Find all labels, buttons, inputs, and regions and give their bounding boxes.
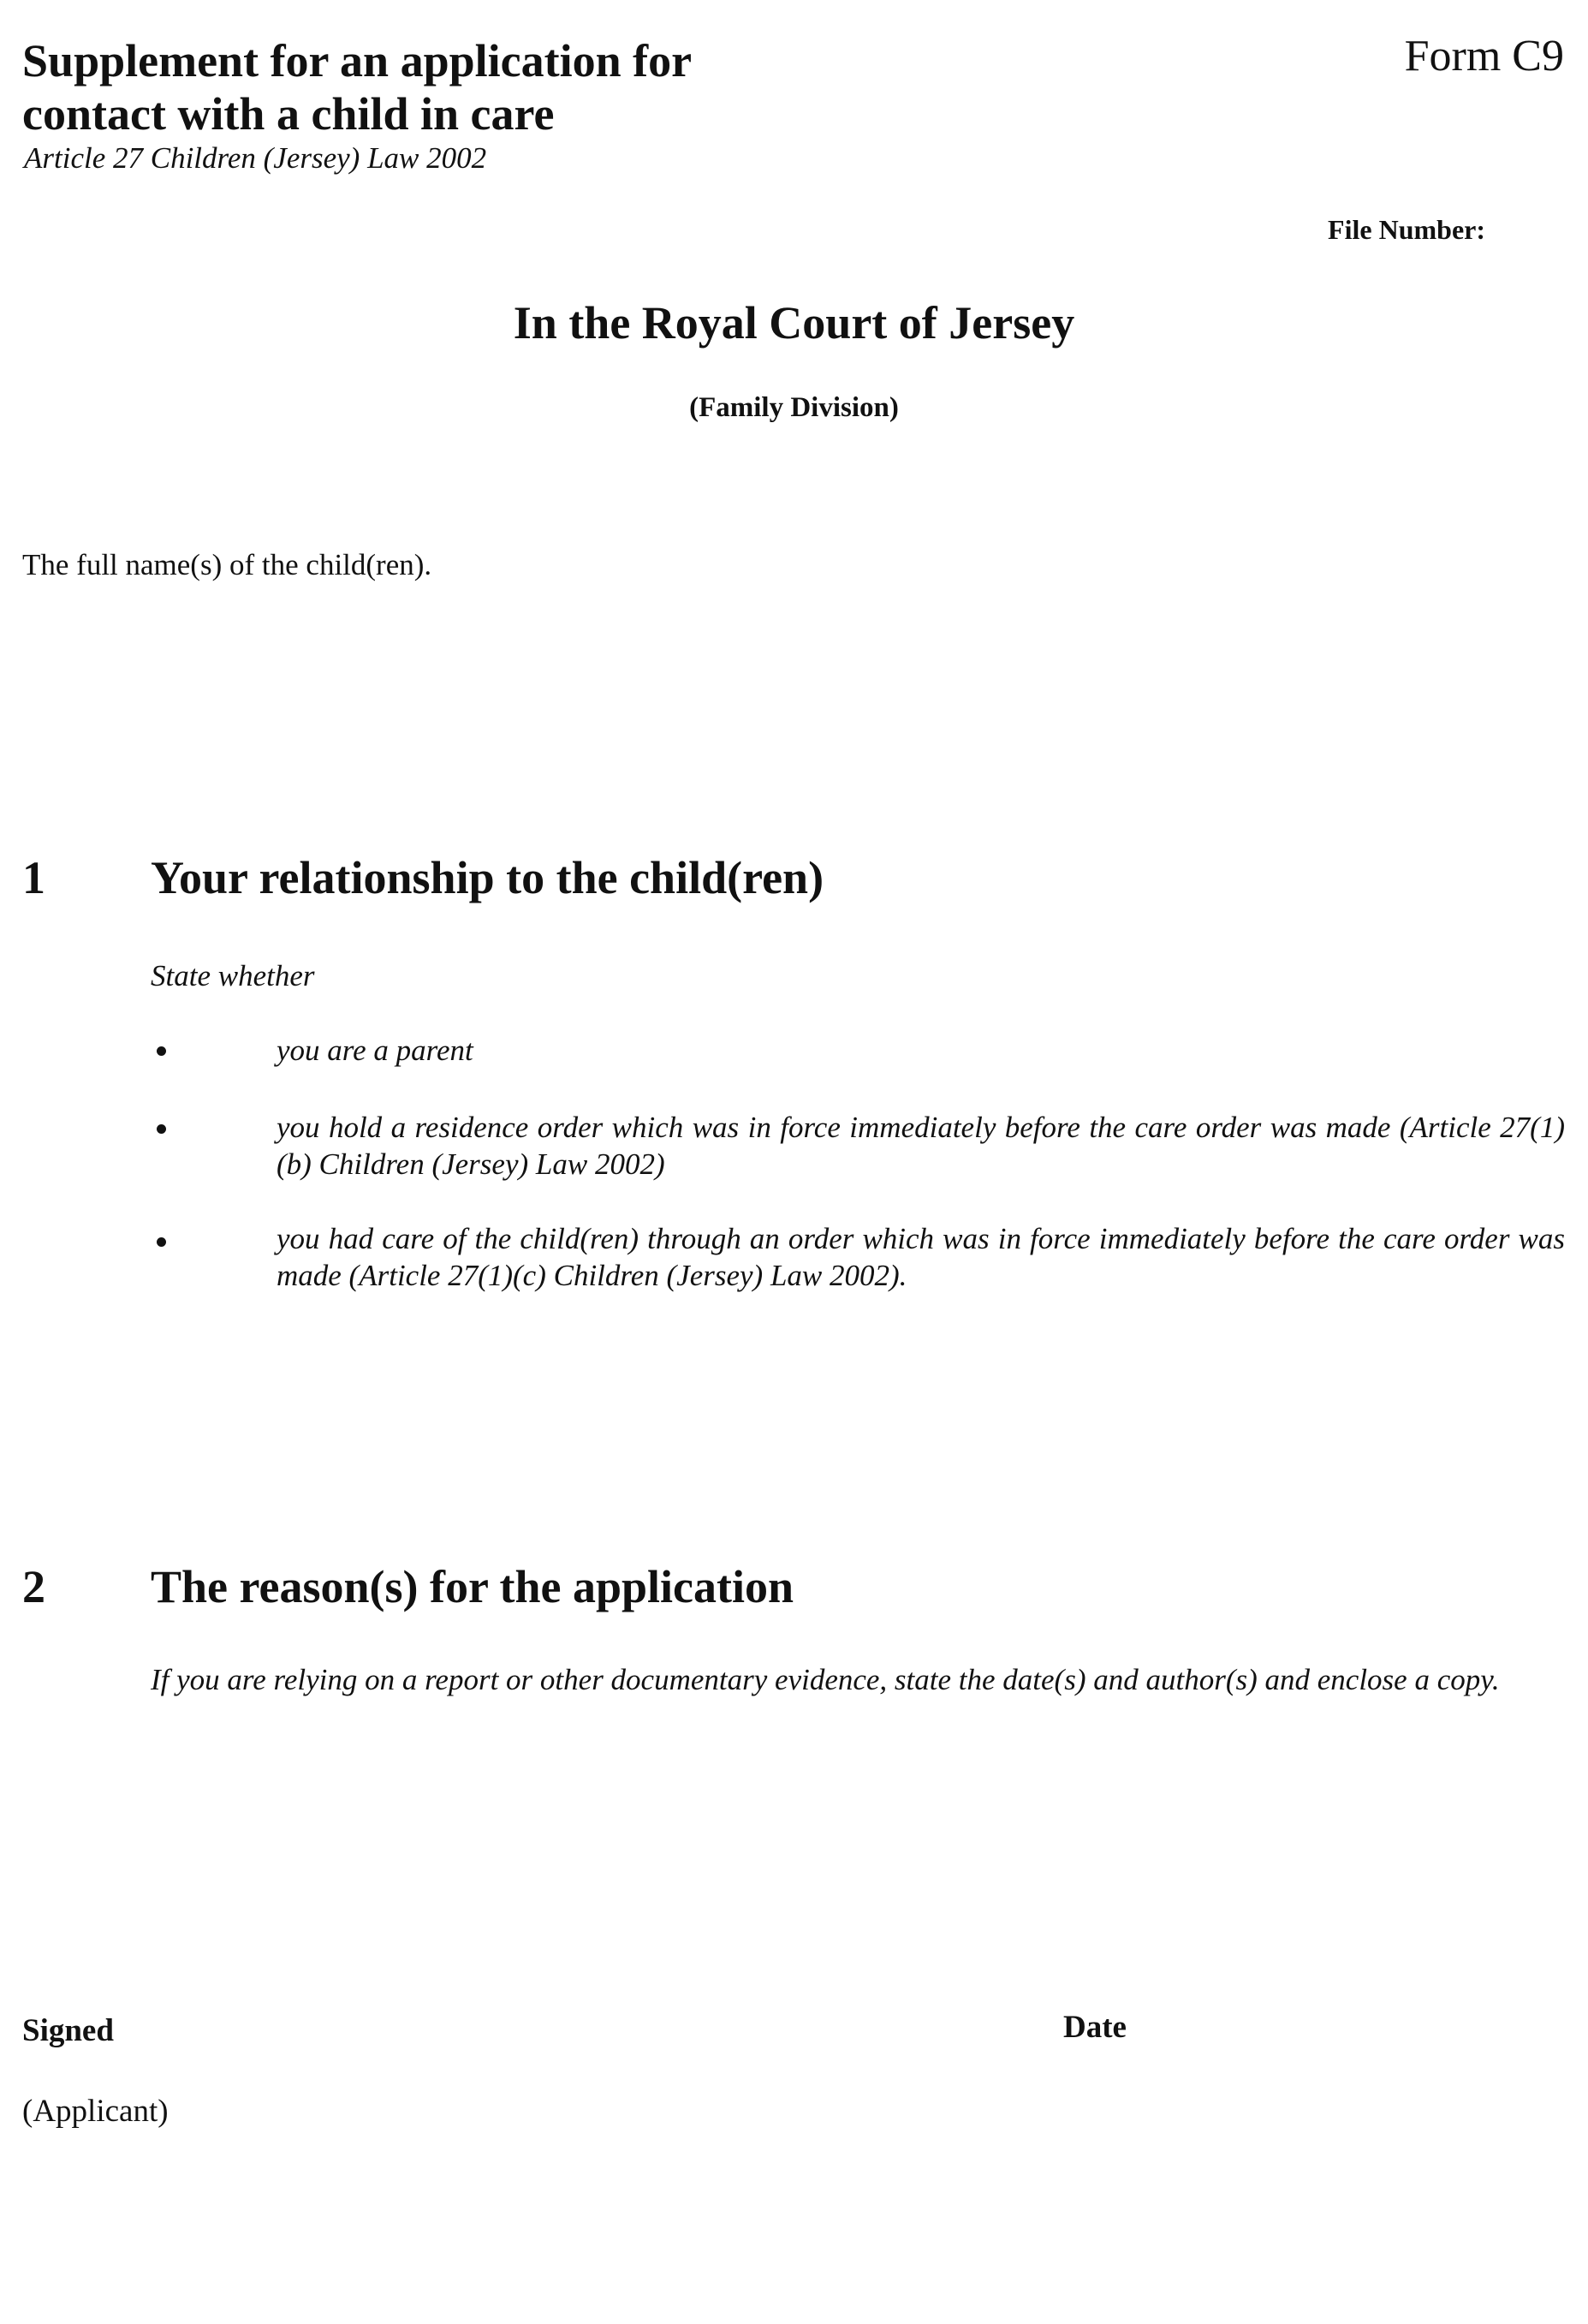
section-2-number: 2 bbox=[22, 1561, 45, 1612]
section-1-title: Your relationship to the child(ren) bbox=[151, 852, 824, 903]
date-label: Date bbox=[1063, 2010, 1127, 2045]
section-1-intro: State whether bbox=[151, 959, 315, 992]
form-id: Form C9 bbox=[1404, 32, 1564, 80]
form-title-line-2: contact with a child in care bbox=[22, 88, 555, 140]
section-2-title: The reason(s) for the application bbox=[151, 1561, 794, 1612]
form-title-line-1: Supplement for an application for bbox=[22, 35, 693, 86]
section-1-bullet-3: you had care of the child(ren) through an order which was in force immediately before the care order was made (Article 27(1)(c) Children (Jersey) Law 2002). bbox=[277, 1222, 1565, 1292]
bullet-icon bbox=[157, 1046, 166, 1056]
bullet-icon bbox=[157, 1237, 166, 1247]
legal-reference: Article 27 Children (Jersey) Law 2002 bbox=[24, 141, 487, 175]
section-1-number: 1 bbox=[22, 852, 45, 903]
bullet-icon bbox=[157, 1124, 166, 1134]
form-title bbox=[22, 34, 692, 140]
court-division: (Family Division) bbox=[689, 392, 899, 423]
file-number-label: File Number: bbox=[1328, 214, 1485, 245]
section-1-bullet-2: you hold a residence order which was in force immediately before the care order was made (Article 27(1)(b) Children (Jersey) Law 2002) bbox=[277, 1111, 1565, 1181]
section-1-bullet-1: you are a parent bbox=[277, 1034, 473, 1067]
child-names-label: The full name(s) of the child(ren). bbox=[22, 548, 432, 581]
section-2-note: If you are relying on a report or other documentary evidence, state the date(s) and author(s) and enclose a copy. bbox=[151, 1663, 1500, 1696]
court-name: In the Royal Court of Jersey bbox=[513, 297, 1075, 349]
applicant-label: (Applicant) bbox=[22, 2094, 169, 2129]
signed-label: Signed bbox=[22, 2013, 114, 2048]
